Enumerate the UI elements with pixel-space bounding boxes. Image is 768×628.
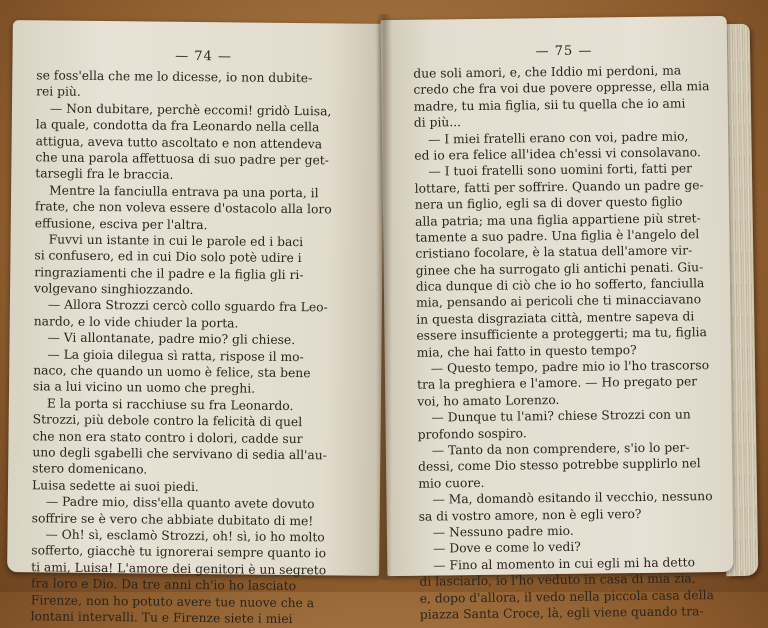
text-line: ginee che ha surrogato gli antichi penati. Giu-	[415, 259, 704, 278]
text-line: mia, che hai fatto in questo tempo?	[416, 342, 637, 360]
text-line: fra loro e Dio. Da tre anni ch'io ho lasciato	[30, 576, 297, 594]
text-line: dessi, come Dio stesso potrebbe supplirlo nel	[417, 456, 701, 475]
text-line: — I tuoi fratelli sono uomini forti, fatti per	[428, 161, 693, 179]
text-line: naco, che quando un uomo è felice, sta bene	[33, 363, 311, 381]
page-number: — 75 —	[535, 43, 593, 60]
right-page	[381, 16, 734, 622]
text-line: — Dove e come lo vedi?	[432, 540, 581, 556]
text-line: Mentre la fanciulla entrava pa una porta, il	[49, 183, 319, 201]
text-line: — Non dubitare, perchè eccomi! gridò Luisa,	[49, 101, 332, 119]
text-line: — Ma, domandò esitando il vecchio, nessuno	[432, 489, 713, 507]
text-line: uno degli sgabelli che servivano di sedia all'au-	[32, 445, 327, 463]
text-line: rei più.	[36, 84, 81, 100]
text-line: madre, tu mia figlia, sii tu quella che io ami	[413, 96, 686, 114]
text-line: e, dopo d'allora, il vedo nella piccola casa della	[419, 587, 714, 606]
text-line: la quale, condotta da fra Leonardo nella cella	[35, 117, 320, 135]
text-line: stero domenicano.	[32, 461, 148, 477]
text-line: dica dunque di ciò che io ho sofferto, fanciulla	[415, 276, 705, 294]
text-line: — Fino al momento in cui egli mi ha detto	[433, 555, 696, 573]
text-line: frate, che non voleva essere d'ostacolo alla loro	[34, 199, 332, 217]
text-line: lontani intervalli. Tu e Firenze siete i miei	[30, 609, 293, 626]
text-line: Fuvvi un istante in cui le parole ed i baci	[48, 232, 304, 250]
text-line: sofferto, giacchè tu ignorerai sempre quanto io	[31, 543, 327, 561]
text-line: in questa disgraziata città, mentre sapeva di	[416, 309, 695, 327]
text-line: E la porta si racchiuse su fra Leonardo.	[46, 396, 294, 413]
text-line: lottare, fatti per soffrire. Quando un padre ge-	[414, 177, 704, 196]
text-line: voi, ho amato Lorenzo.	[417, 392, 560, 409]
text-line: ringraziamenti che il padre e la figlia gli ri-	[34, 264, 304, 282]
text-line: tamente a suo padre. Una figlia è l'angelo del	[415, 227, 700, 245]
text-line: attigua, aveva tutto ascoltato e non attendeva	[35, 133, 323, 151]
text-line: ti ami, Luisa! L'amore dei genitori è un segreto	[31, 560, 327, 578]
text-line: — Nessuno padre mio.	[432, 523, 574, 540]
text-line: — Vi allontanate, padre mio? gli chiese.	[47, 330, 296, 348]
text-line: ed io era felice all'idea ch'essi vi consolavano.	[414, 145, 701, 163]
text-line: credo che fra voi due povere oppresse, ella mia	[413, 79, 710, 98]
text-line: Luisa sedette ai suoi piedi.	[31, 478, 199, 494]
text-line: essere insufficiente a proteggerti; ma tu, figlia	[416, 325, 707, 343]
text-line: si confusero, ed in cui Dio solo potè udire i	[34, 248, 302, 266]
text-line: che una parola affettuosa di suo padre per get-	[35, 150, 329, 168]
left-page-text	[30, 68, 367, 628]
text-line: — Questo tempo, padre mio io l'ho trascorso	[430, 358, 710, 376]
text-line: effusione, esciva per l'altra.	[34, 215, 208, 232]
text-line: volgevano singhiozzando.	[34, 281, 194, 298]
text-line: profondo sospiro.	[417, 425, 527, 442]
text-line: — La gioia dilegua sì ratta, rispose il mo-	[47, 347, 304, 364]
text-line: — Tanto da non comprendere, s'io lo per-	[431, 440, 690, 458]
right-page-text	[413, 62, 722, 623]
text-line: piazza Santa Croce, là, egli viene quando tra-	[419, 604, 704, 622]
text-line: tra la preghiera e l'amore. — Ho pregato per	[416, 374, 698, 393]
text-line: sia a lui vicino un uomo che preghi.	[32, 379, 256, 397]
text-line: nera un figlio, egli sa di dover questo figlio	[414, 194, 683, 212]
text-line: di lasciarlo, io l'ho veduto in casa di mia zia,	[419, 571, 696, 589]
text-line: sa di vostro amore, non è egli vero?	[418, 506, 642, 524]
page-number: — 74 —	[175, 48, 233, 65]
left-page	[7, 20, 385, 626]
text-line: cristiano focolare, è la statua dell'amore vir-	[415, 243, 693, 262]
text-line: — Dunque tu l'ami? chiese Strozzi con un	[431, 407, 691, 425]
text-line: se foss'ella che me lo dicesse, io non dubite-	[36, 68, 313, 86]
book-gutter	[376, 14, 392, 580]
text-line: nardo, e lo vide chiuder la porta.	[33, 314, 239, 331]
text-line: mia, pensando ai pericoli che ti minacciavano	[415, 292, 702, 311]
text-line: Strozzi, più debole contro la felicità di quel	[32, 412, 303, 430]
text-line: mio cuore.	[418, 475, 485, 491]
text-line: alla patria; ma una figlia appartiene più stret-	[414, 210, 701, 229]
text-line: — Oh! sì, esclamò Strozzi, oh! sì, io ho molto	[45, 527, 325, 545]
text-line: di più...	[413, 115, 462, 130]
text-line: tarsegli fra le braccia.	[35, 166, 174, 183]
text-line: — Allora Strozzi cercò collo sguardo fra Leo-	[47, 297, 328, 315]
text-line: due soli amori, e, che Iddio mi perdoni, ma	[413, 63, 682, 81]
text-line: — I miei fratelli erano con voi, padre mio,	[427, 128, 689, 147]
text-line: soffrire se è vero che abbiate dubitato di me!	[31, 510, 314, 528]
text-line: Firenze, non ho potuto avere tue nuove che a	[30, 592, 315, 610]
text-line: che non era stato contro i dolori, cadde sur	[32, 428, 303, 446]
text-line: — Padre mio, diss'ella quanto avete dovuto	[45, 494, 315, 512]
